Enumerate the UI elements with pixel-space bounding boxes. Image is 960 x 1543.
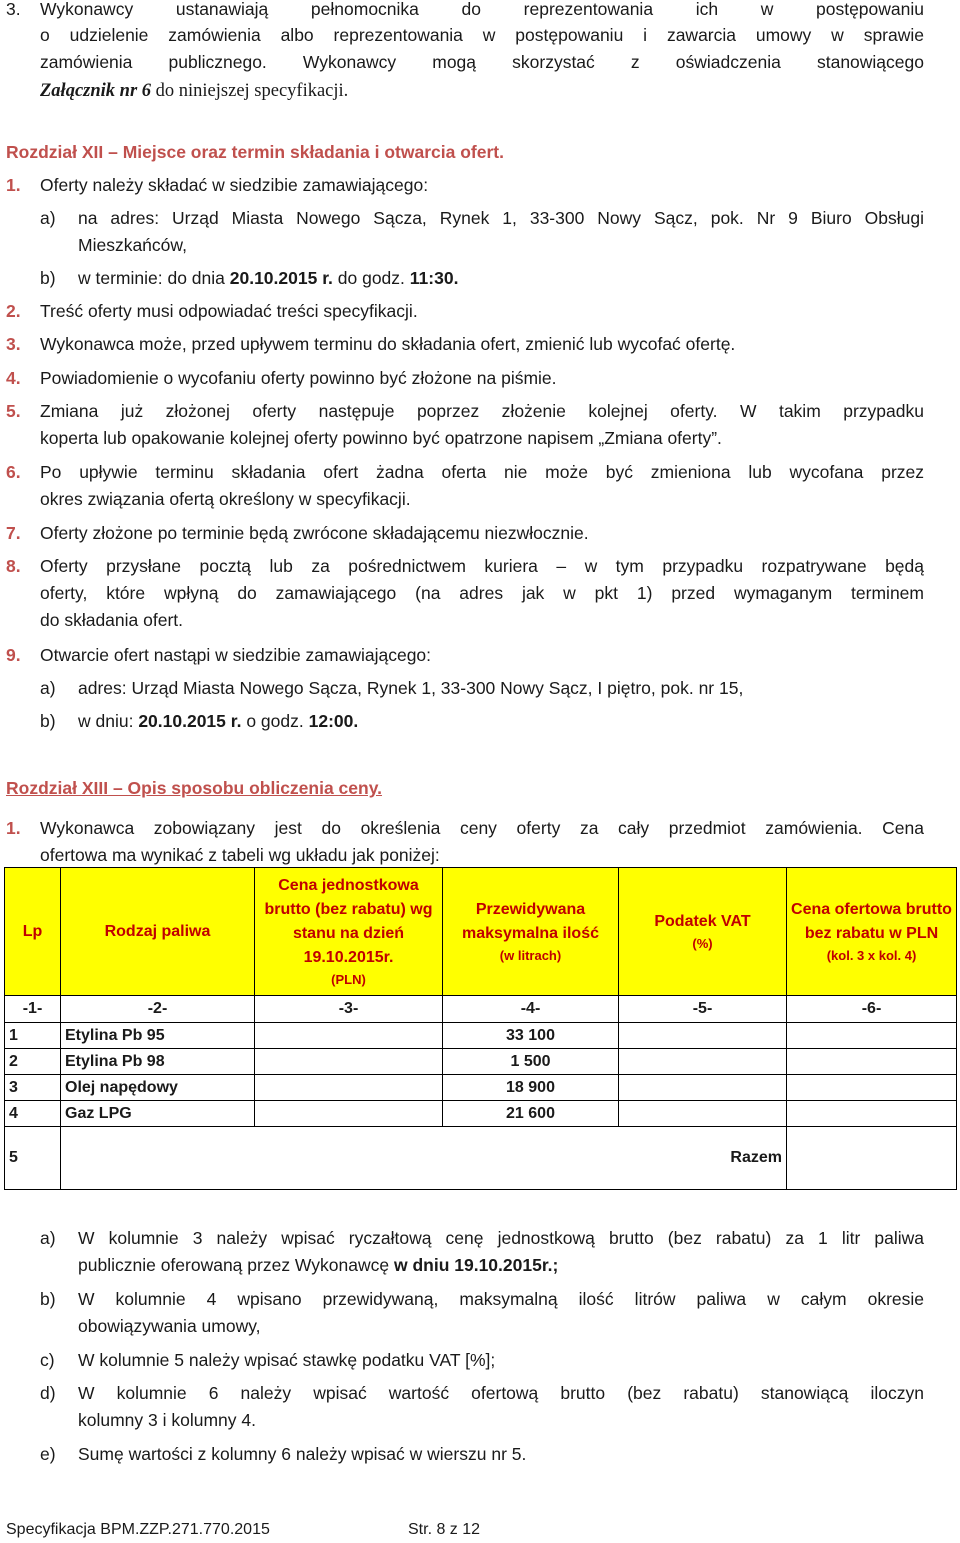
row-unit-price (255, 1075, 443, 1101)
note-c-line-1: W kolumnie 5 należy wpisać stawkę podatku VAT [%]; (78, 1350, 496, 1370)
opening-time: 12:00. (308, 711, 359, 731)
chapter-12-title: Rozdział XII – Miejsce oraz termin składania i otwarcia ofert. (6, 142, 504, 162)
row-vat (619, 1101, 787, 1127)
row-offer-price (787, 1075, 957, 1101)
note-e-line-1: Sumę wartości z kolumny 6 należy wpisać w wierszu nr 5. (78, 1444, 527, 1464)
item-5-number: 5. (6, 401, 21, 421)
col-number: -4- (443, 996, 619, 1023)
row-unit-price (255, 1023, 443, 1049)
item-9-b-label: b) (40, 711, 56, 731)
item-7-number: 7. (6, 523, 21, 543)
row-quantity: 1 500 (443, 1049, 619, 1075)
item-5-line-1: Zmiana już złożonej oferty następuje poprzez złożenie kolejnej oferty. W takim przypadku (40, 401, 924, 421)
opening-prefix: w dniu: (78, 711, 139, 731)
header-max-quantity: Przewidywana maksymalna ilość (w litrach) (443, 868, 619, 996)
note-a-line-2 (78, 1252, 558, 1279)
note-a-date: w dniu 19.10.2015r.; (393, 1255, 559, 1275)
col-number: -6- (787, 996, 957, 1023)
header-offer-price: Cena ofertowa brutto bez rabatu w PLN (kol. 3 x kol. 4) (787, 868, 957, 996)
row-offer-price (787, 1049, 957, 1075)
total-lp: 5 (5, 1127, 61, 1190)
opening-date: 20.10.2015 r. (138, 711, 242, 731)
item-3-number: 3. (6, 334, 21, 354)
item-4-number: 4. (6, 368, 21, 388)
note-d-label: d) (40, 1383, 56, 1403)
item-8-number: 8. (6, 556, 21, 576)
intro-line-1: Wykonawcy ustanawiają pełnomocnika do reprezentowania ich w postępowaniu (40, 0, 924, 19)
row-vat (619, 1023, 787, 1049)
note-b-label: b) (40, 1289, 56, 1309)
row-unit-price (255, 1049, 443, 1075)
total-value (787, 1127, 957, 1190)
item-6-line-1: Po upływie terminu składania ofert żadna oferta nie może być zmieniona lub wycofana przez (40, 462, 924, 482)
footer-spec-number: Specyfikacja BPM.ZZP.271.770.2015 (6, 1521, 270, 1538)
chapter-13-item-1-line-2: ofertowa ma wynikać z tabeli wg układu jak poniżej: (40, 845, 440, 865)
row-quantity: 18 900 (443, 1075, 619, 1101)
total-label: Razem (61, 1127, 787, 1190)
item-8-line-1: Oferty przysłane pocztą lub za pośrednictwem kuriera – w tym przypadku rozpatrywane będą (40, 556, 924, 576)
item-1-a-label: a) (40, 208, 56, 228)
note-a-label: a) (40, 1228, 56, 1248)
row-lp: 1 (5, 1023, 61, 1049)
deadline-prefix: w terminie: do dnia (78, 268, 230, 288)
table-row (5, 1101, 957, 1127)
header-fuel-type: Rodzaj paliwa (61, 868, 255, 996)
row-lp: 3 (5, 1075, 61, 1101)
item-6-number: 6. (6, 462, 21, 482)
col-number: -1- (5, 996, 61, 1023)
deadline-mid: do godz. (332, 268, 410, 288)
item-2-text: Treść oferty musi odpowiadać treści specyfikacji. (40, 301, 418, 321)
row-fuel: Olej napędowy (61, 1075, 255, 1101)
chapter-13-item-1-line-1: Wykonawca zobowiązany jest do określenia ceny oferty za cały przedmiot zamówienia. Cena (40, 818, 924, 838)
intro-line-4 (40, 77, 348, 105)
note-b-line-1: W kolumnie 4 wpisano przewidywaną, maksymalną ilość litrów paliwa w całym okresie (78, 1289, 924, 1309)
item-9-a-text: adres: Urząd Miasta Nowego Sącza, Rynek 1, 33-300 Nowy Sącz, I piętro, pok. nr 15, (78, 678, 744, 698)
column-number-row (5, 996, 957, 1023)
table-row (5, 1075, 957, 1101)
item-9-a-label: a) (40, 678, 56, 698)
col-number: -2- (61, 996, 255, 1023)
item-1-a-line-1: na adres: Urząd Miasta Nowego Sącza, Rynek 1, 33-300 Nowy Sącz, pok. Nr 9 Biuro Obsługi (78, 208, 924, 228)
opening-mid: o godz. (241, 711, 309, 731)
item-7-text: Oferty złożone po terminie będą zwrócone składającemu niezwłocznie. (40, 523, 589, 543)
item-1-b-text (78, 265, 458, 292)
item-8-line-3: do składania ofert. (40, 610, 184, 630)
row-unit-price (255, 1101, 443, 1127)
item-1-b-label: b) (40, 268, 56, 288)
row-vat (619, 1075, 787, 1101)
item-4-text: Powiadomienie o wycofaniu oferty powinno być złożone na piśmie. (40, 368, 557, 388)
note-d-line-2: kolumny 3 i kolumny 4. (78, 1410, 256, 1430)
item-5-line-2: koperta lub opakowanie kolejnej oferty powinno być opatrzone napisem „Zmiana oferty”. (40, 428, 722, 448)
chapter-13-item-1-number: 1. (6, 818, 21, 838)
row-offer-price (787, 1023, 957, 1049)
item-9-b-text (78, 708, 358, 735)
note-e-label: e) (40, 1444, 56, 1464)
item-8-line-2: oferty, które wpłyną do zamawiającego (na adres jak w pkt 1) przed wymaganym terminem (40, 583, 924, 603)
item-6-line-2: okres związania ofertą określony w specyfikacji. (40, 489, 411, 509)
footer-page-number: Str. 8 z 12 (408, 1521, 481, 1538)
row-quantity: 21 600 (443, 1101, 619, 1127)
row-vat (619, 1049, 787, 1075)
item-9-text: Otwarcie ofert nastąpi w siedzibie zamawiającego: (40, 645, 432, 665)
item-2-number: 2. (6, 301, 21, 321)
col-number: -5- (619, 996, 787, 1023)
header-vat: Podatek VAT (%) (619, 868, 787, 996)
chapter-13-title: Rozdział XIII – Opis sposobu obliczenia ceny. (6, 778, 383, 798)
row-lp: 2 (5, 1049, 61, 1075)
deadline-time: 11:30. (409, 268, 459, 288)
attachment-reference: Załącznik nr 6 (40, 81, 152, 101)
row-fuel: Gaz LPG (61, 1101, 255, 1127)
col-number: -3- (255, 996, 443, 1023)
row-quantity: 33 100 (443, 1023, 619, 1049)
item-1-a-line-2: Mieszkańców, (78, 235, 187, 255)
row-lp: 4 (5, 1101, 61, 1127)
fuel-price-table (4, 867, 957, 1190)
intro-line-4-rest: do niniejszej specyfikacji. (151, 81, 349, 101)
table-row (5, 1049, 957, 1075)
note-a-line-2-text: publicznie oferowaną przez Wykonawcę (78, 1255, 394, 1275)
intro-line-3: zamówienia publicznego. Wykonawcy mogą skorzystać z oświadczenia stanowiącego (40, 52, 924, 72)
row-fuel: Etylina Pb 98 (61, 1049, 255, 1075)
header-lp: Lp (5, 868, 61, 996)
total-row (5, 1127, 957, 1190)
table-row (5, 1023, 957, 1049)
intro-number: 3. (6, 0, 21, 19)
header-unit-price: Cena jednostkowa brutto (bez rabatu) wg stanu na dzień 19.10.2015r. (PLN) (255, 868, 443, 996)
deadline-date: 20.10.2015 r. (229, 268, 333, 288)
item-1-number: 1. (6, 175, 21, 195)
note-d-line-1: W kolumnie 6 należy wpisać wartość ofertową brutto (bez rabatu) stanowiącą iloczyn (78, 1383, 924, 1403)
note-b-line-2: obowiązywania umowy, (78, 1316, 261, 1336)
table-header-row (5, 868, 957, 996)
item-9-number: 9. (6, 645, 21, 665)
row-fuel: Etylina Pb 95 (61, 1023, 255, 1049)
item-1-text: Oferty należy składać w siedzibie zamawiającego: (40, 175, 429, 195)
row-offer-price (787, 1101, 957, 1127)
note-a-line-1: W kolumnie 3 należy wpisać ryczałtową cenę jednostkową brutto (bez rabatu) za 1 litr paliwa (78, 1228, 924, 1248)
item-3-text: Wykonawca może, przed upływem terminu do składania ofert, zmienić lub wycofać ofertę. (40, 334, 736, 354)
intro-line-2: o udzielenie zamówienia albo reprezentowania w postępowaniu i zawarcia umowy w sprawie (40, 25, 924, 45)
note-c-label: c) (40, 1350, 55, 1370)
